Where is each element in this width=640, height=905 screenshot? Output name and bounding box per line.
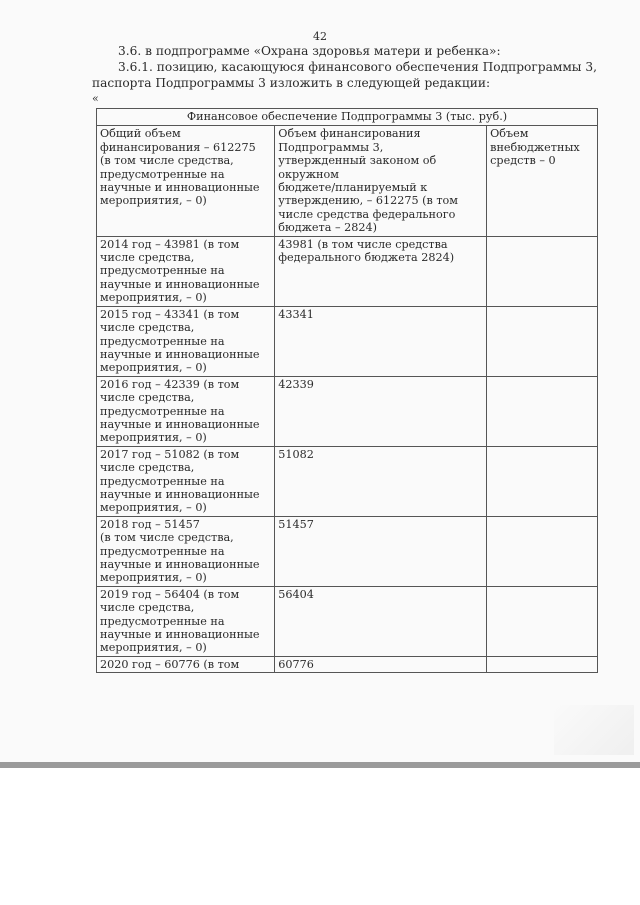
row-extrabudgetary: [487, 376, 598, 446]
table-title: Финансовое обеспечение Подпрограммы 3 (тыс. руб.): [97, 109, 598, 126]
table-row: [97, 376, 598, 446]
cell-text: 51082: [278, 447, 314, 461]
row-approved: [275, 236, 487, 306]
cell-text: 42339: [278, 377, 314, 391]
row-approved: [275, 306, 487, 376]
cell-text: 43981 (в том числе средства федерального бюджета 2824): [278, 237, 455, 265]
row-extrabudgetary: [487, 656, 598, 672]
cell-text: 43341: [278, 307, 314, 321]
table-row: [97, 306, 598, 376]
row-approved: [275, 656, 487, 672]
opening-quote-mark: «: [92, 92, 99, 105]
table-header-row: [97, 126, 598, 236]
cell-text: 56404: [278, 587, 314, 601]
cell-text: 2016 год – 42339 (в том числе средства, предусмотренные на научные и инновационные мероприятия, – 0): [100, 377, 260, 445]
cell-text: 51457: [278, 517, 314, 531]
cell-text: 2014 год – 43981 (в том числе средства, предусмотренные на научные и инновационные мероприятия, – 0): [100, 237, 260, 305]
financing-table: [96, 108, 598, 673]
row-year-total: [97, 656, 275, 672]
header-approved-volume: [275, 126, 487, 236]
row-year-total: [97, 376, 275, 446]
row-extrabudgetary: [487, 586, 598, 656]
row-approved: [275, 516, 487, 586]
row-year-total: [97, 586, 275, 656]
header-extrabudgetary: [487, 126, 598, 236]
cell-text: 2015 год – 43341 (в том числе средства, предусмотренные на научные и инновационные мероприятия, – 0): [100, 307, 260, 375]
table-title-row: [97, 109, 598, 126]
table-row: [97, 656, 598, 672]
row-extrabudgetary: [487, 446, 598, 516]
cell-text: 2017 год – 51082 (в том числе средства, предусмотренные на научные и инновационные мероприятия, – 0): [100, 447, 260, 515]
row-approved: [275, 586, 487, 656]
cell-text: 60776: [278, 657, 314, 671]
row-approved: [275, 376, 487, 446]
header-total-volume-text: Общий объем финансирования – 612275 (в том числе средства, предусмотренные на научные и инновационные мероприятия, – 0): [100, 127, 260, 208]
row-year-total: [97, 306, 275, 376]
row-approved: [275, 446, 487, 516]
row-year-total: [97, 446, 275, 516]
row-extrabudgetary: [487, 306, 598, 376]
table-row: [97, 236, 598, 306]
row-year-total: [97, 236, 275, 306]
section-heading: 3.6. в подпрограмме «Охрана здоровья матери и ребенка»:: [118, 44, 501, 58]
cell-text: 2018 год – 51457 (в том числе средства, предусмотренные на научные и инновационные мероприятия, – 0): [100, 517, 260, 585]
row-extrabudgetary: [487, 236, 598, 306]
cell-text: 2020 год – 60776 (в том: [100, 657, 240, 671]
row-year-total: [97, 516, 275, 586]
table-row: [97, 516, 598, 586]
table-row: [97, 446, 598, 516]
header-approved-volume-text: Объем финансирования Подпрограммы 3, утвержденный законом об окружном бюджете/планируемый к утверждению, – 612275 (в том числе средства федерального бюджета – 2824): [278, 127, 458, 235]
header-total-volume: [97, 126, 275, 236]
table-row: [97, 586, 598, 656]
instruction-paragraph: 3.6.1. позицию, касающуюся финансового обеспечения Подпрограммы 3,: [118, 60, 598, 74]
row-extrabudgetary: [487, 516, 598, 586]
page-number: 42: [313, 30, 327, 43]
header-extrabudgetary-text: Объем внебюджетных средств – 0: [490, 127, 580, 168]
scan-shadow: [554, 705, 634, 755]
cell-text: 2019 год – 56404 (в том числе средства, предусмотренные на научные и инновационные мероприятия, – 0): [100, 587, 260, 655]
instruction-paragraph-continued: паспорта Подпрограммы 3 изложить в следующей редакции:: [92, 76, 491, 90]
